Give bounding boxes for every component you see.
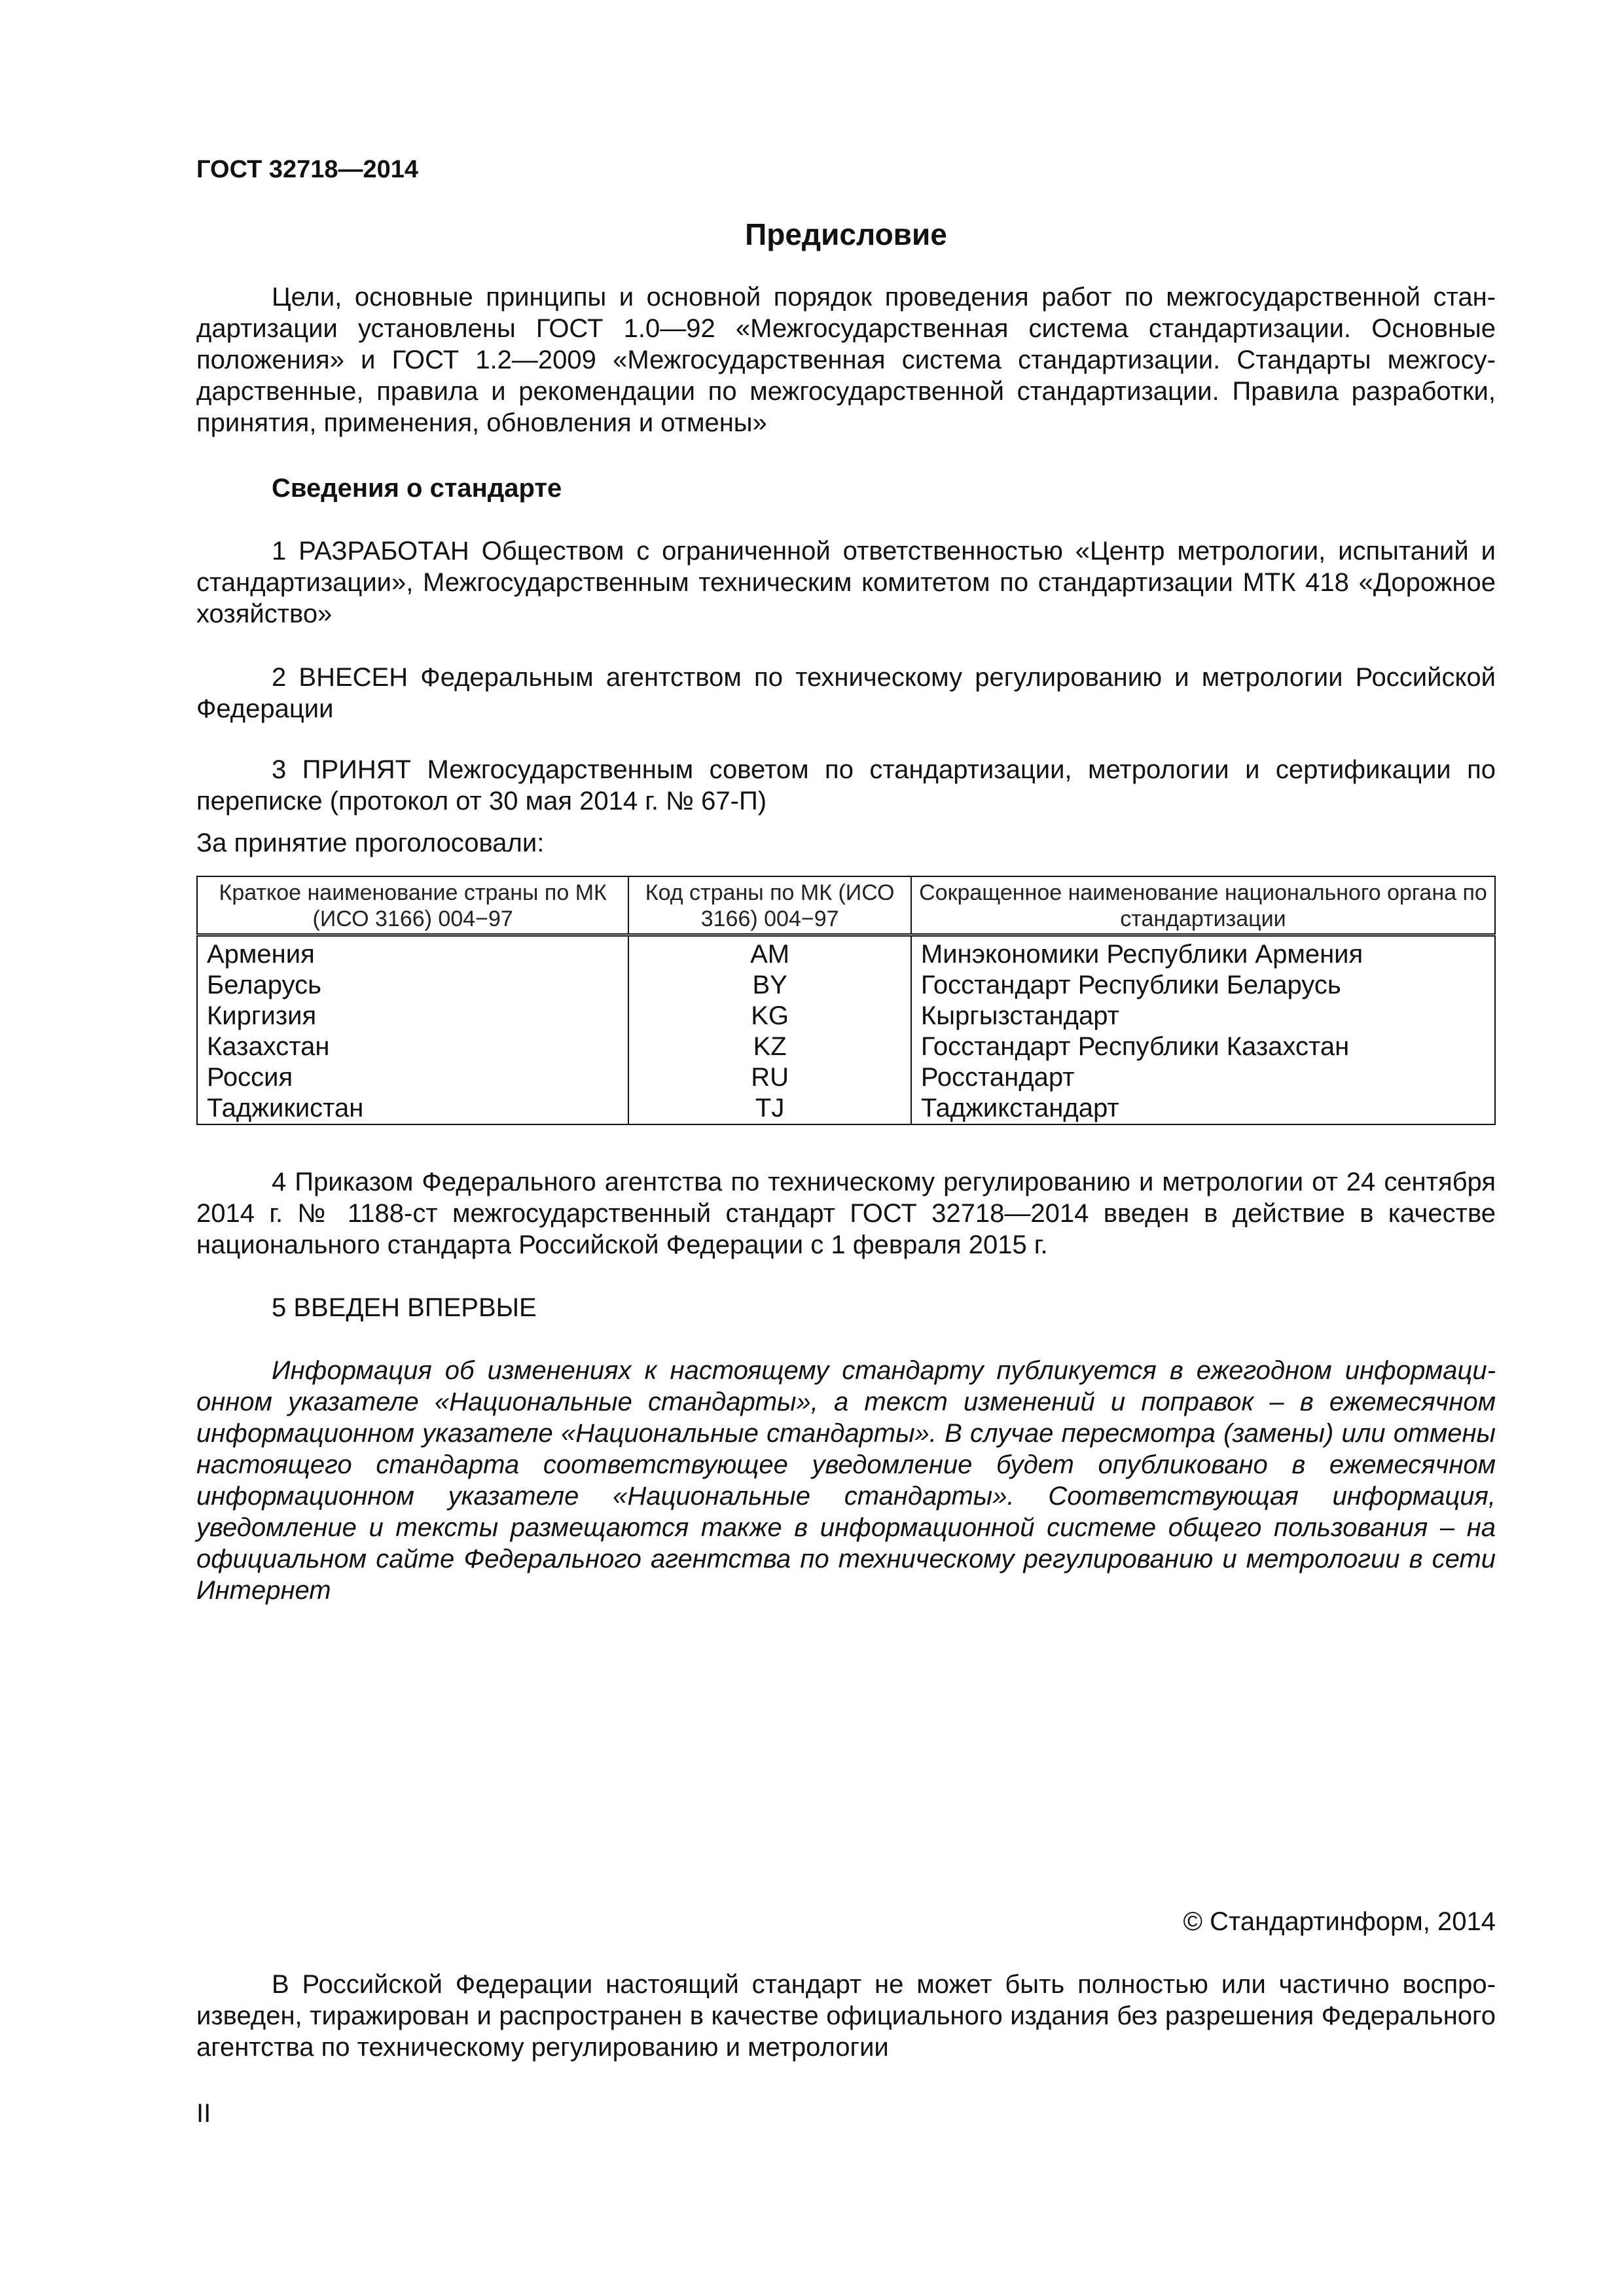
item-4-paragraph: 4 Приказом Федерального агентства по техническому регулированию и метрологии от 24 сентября 2014 г. № 1188-ст межгосударственный стандарт ГОСТ 32718—2014 введен в действие в качестве национального стандарта Российской Федерации с 1 февраля 2015 г. — [196, 1168, 1496, 1259]
item-3-paragraph: 3 ПРИНЯТ Межгосударственным советом по стандартизации, метрологии и сертификации по переписке (протокол от 30 мая 2014 г. № 67-П) — [196, 755, 1496, 816]
header-national-body: Сокращенное наименование национального органа по стандартизации — [911, 876, 1495, 935]
document-page — [196, 0, 1496, 2296]
cell-code: AM — [628, 935, 911, 971]
info-paragraph: Информация об изменениях к настоящему стандарту публикуется в ежегодном информационном указателе «Национальные стандарты», а текст изменений и поправок – в ежемесячном информационном указателе «Национальные стандарты». В случае пересмотра (замены) или отмены настоящего стандарта соответствующее уведомление будет опубликовано в ежемесячном информационном указателе «Национальные стандарты». Соответствующая информация, уведомление и тексты размещаются также в информационной системе общего пользования – на официальном сайте Федерального агентства по техническому регулированию и метрологии в сети Интернет — [196, 1356, 1496, 1605]
cell-code: BY — [628, 970, 911, 1001]
cell-national-body: Росстандарт — [911, 1062, 1495, 1093]
header-country: Краткое наименование страны по МК (ИСО 3166) 004−97 — [197, 876, 628, 935]
voted-label: За принятие проголосовали: — [196, 829, 545, 857]
cell-country: Таджикистан — [197, 1093, 628, 1124]
cell-national-body: Кыргызстандарт — [911, 1001, 1495, 1031]
cell-code: KZ — [628, 1031, 911, 1062]
item-1-paragraph: 1 РАЗРАБОТАН Обществом с ограниченной ответственностью «Центр метрологии, испытаний и стандартизации», Межгосударственным техническим комитетом по стандартизации МТК 418 «Дорожное хозяйство» — [196, 537, 1496, 628]
cell-country: Россия — [197, 1062, 628, 1093]
item-2-paragraph: 2 ВНЕСЕН Федеральным агентством по техническому регулированию и метрологии Российской Федерации — [196, 663, 1496, 723]
cell-code: TJ — [628, 1093, 911, 1124]
section-heading: Сведения о стандарте — [272, 474, 562, 503]
cell-national-body: Госстандарт Республики Беларусь — [911, 970, 1495, 1001]
table-row — [197, 1093, 1495, 1124]
table-row — [197, 1031, 1495, 1062]
table-header-row — [197, 876, 1495, 935]
cell-national-body: Госстандарт Республики Казахстан — [911, 1031, 1495, 1062]
cell-national-body: Таджикстандарт — [911, 1093, 1495, 1124]
table-row — [197, 935, 1495, 971]
document-code: ГОСТ 32718—2014 — [196, 156, 419, 183]
cell-country: Казахстан — [197, 1031, 628, 1062]
page-title: Предисловие — [745, 217, 947, 251]
cell-national-body: Минэкономики Республики Армения — [911, 935, 1495, 971]
item-5-paragraph: 5 ВВЕДЕН ВПЕРВЫЕ — [272, 1293, 537, 1322]
cell-country: Беларусь — [197, 970, 628, 1001]
table-row — [197, 970, 1495, 1001]
page-number: II — [196, 2099, 211, 2128]
cell-country: Армения — [197, 935, 628, 971]
header-code: Код страны по МК (ИСО 3166) 004−97 — [628, 876, 911, 935]
table-row — [197, 1001, 1495, 1031]
cell-country: Киргизия — [197, 1001, 628, 1031]
rights-paragraph: В Российской Федерации настоящий стандарт не может быть полностью или частично воспроизведен, тиражирован и распространен в качестве официального издания без разрешения Федерального агентства по техническому регулированию и метрологии — [196, 1970, 1496, 2062]
copyright-notice: © Стандартинформ, 2014 — [1183, 1907, 1496, 1936]
voting-table — [196, 876, 1496, 1125]
table-row — [197, 1062, 1495, 1093]
cell-code: RU — [628, 1062, 911, 1093]
intro-paragraph: Цели, основные принципы и основной порядок проведения работ по межгосударственной стандартизации установлены ГОСТ 1.0—92 «Межгосударственная система стандартизации. Основные положения» и ГОСТ 1.2—2009 «Межгосударственная система стандартизации. Стандарты межгосударственные, правила и рекомендации по межгосударственной стандартизации. Правила разработки, принятия, применения, обновления и отмены» — [196, 283, 1496, 437]
cell-code: KG — [628, 1001, 911, 1031]
